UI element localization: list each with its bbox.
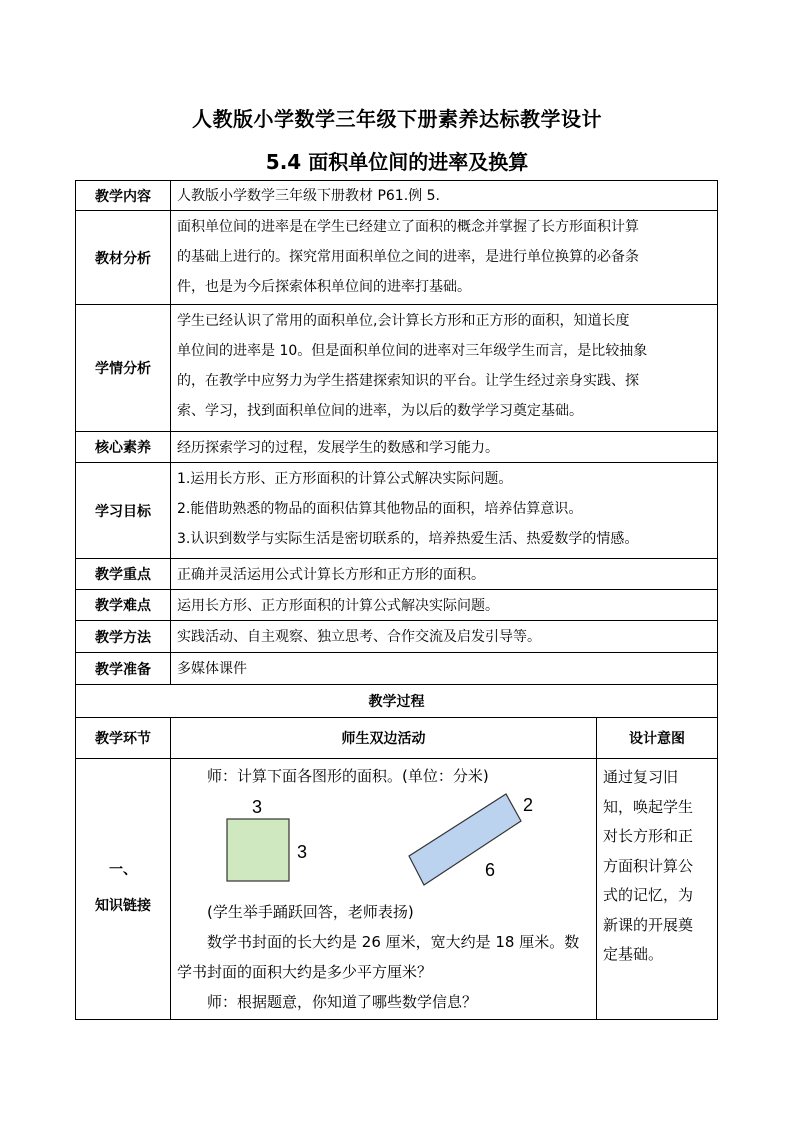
label-prep: 教学准备 [75, 652, 171, 685]
value-prep: 多媒体课件 [170, 652, 718, 685]
design-line: 知，唤起学生 [603, 797, 694, 816]
value-method: 实践活动、自主观察、独立思考、合作交流及启发引导等。 [170, 620, 718, 653]
design-line: 式的记忆，为 [603, 886, 694, 904]
label-key: 教学重点 [75, 558, 171, 590]
label-difficulty: 教学难点 [75, 589, 171, 621]
rect-short-label: 2 [523, 795, 534, 815]
square-right-label: 3 [297, 842, 308, 862]
value-key: 正确并灵活运用公式计算长方形和正方形的面积。 [170, 558, 718, 590]
lesson-subtitle: 5.4 面积单位间的进率及换算 [265, 150, 529, 174]
students-line: 的，在教学中应努力为学生搭建探索知识的平台。让学生经过亲身实践、探 [177, 373, 639, 389]
square-top-label: 3 [251, 797, 263, 817]
stage-cell [75, 758, 171, 1020]
goal-item: 3.认识到数学与实际生活是密切联系的，培养热爱生活、热爱数学的情感。 [177, 531, 639, 547]
teacher-prompt: 师：计算下面各图形的面积。(单位：分米) [207, 767, 489, 785]
col-activity-header: 师生双边活动 [170, 717, 597, 759]
label-analysis: 教材分析 [75, 210, 171, 305]
label-content: 教学内容 [75, 180, 171, 211]
students-line: 单位间的进率是 10。但是面积单位间的进率对三年级学生而言，是比较抽象 [177, 343, 648, 359]
rect-long-label: 6 [485, 860, 496, 880]
analysis-line: 面积单位间的进率是在学生已经建立了面积的概念并掌握了长方形面积计算 [177, 219, 639, 235]
value-analysis [170, 210, 718, 305]
shapes-figure [171, 759, 596, 909]
student-note: (学生举手踊跃回答，老师表扬) [207, 903, 414, 921]
design-line: 新课的开展奠 [603, 915, 694, 934]
label-students: 学情分析 [75, 304, 171, 432]
value-goals [170, 462, 718, 559]
design-line: 对长方形和正 [603, 827, 694, 845]
rectangle-shape [409, 794, 521, 885]
stage-number: 一、 [109, 862, 137, 878]
label-goals: 学习目标 [75, 462, 171, 559]
label-method: 教学方法 [75, 620, 171, 653]
value-content: 人教版小学数学三年级下册教材 P61.例 5. [170, 180, 718, 211]
students-line: 学生已经认识了常用的面积单位,会计算长方形和正方形的面积，知道长度 [177, 313, 630, 329]
document-title: 人教版小学数学三年级下册素养达标教学设计 [192, 107, 602, 131]
design-line: 定基础。 [603, 945, 664, 963]
process-heading: 教学过程 [75, 684, 718, 718]
design-cell [596, 758, 718, 1020]
design-line: 通过复习旧 [603, 768, 679, 786]
problem-line-2: 学书封面的面积大约是多少平方厘米？ [177, 963, 433, 981]
students-line: 索、学习，找到面积单位间的进率，为以后的数学学习奠定基础。 [177, 403, 583, 419]
problem-line-1: 数学书封面的长大约是 26 厘米，宽大约是 18 厘米。数 [207, 933, 580, 951]
goal-item: 1.运用长方形、正方形面积的计算公式解决实际问题。 [177, 471, 513, 487]
analysis-line: 的基础上进行的。探究常用面积单位之间的进率，是进行单位换算的必备条 [177, 249, 639, 265]
value-students [170, 304, 718, 432]
analysis-line: 件，也是为今后探索体积单位间的进率打基础。 [177, 279, 471, 295]
activity-cell [170, 758, 597, 1020]
col-stage-header: 教学环节 [75, 717, 171, 759]
col-design-header: 设计意图 [596, 717, 718, 759]
goal-item: 2.能借助熟悉的物品的面积估算其他物品的面积，培养估算意识。 [177, 501, 583, 517]
label-literacy: 核心素养 [75, 431, 171, 463]
design-line: 方面积计算公 [603, 856, 694, 875]
stage-name: 知识链接 [95, 898, 151, 914]
value-difficulty: 运用长方形、正方形面积的计算公式解决实际问题。 [170, 589, 718, 621]
value-literacy: 经历探索学习的过程，发展学生的数感和学习能力。 [170, 431, 718, 463]
teacher-question: 师：根据题意，你知道了哪些数学信息？ [207, 993, 478, 1011]
square-shape [227, 819, 289, 881]
